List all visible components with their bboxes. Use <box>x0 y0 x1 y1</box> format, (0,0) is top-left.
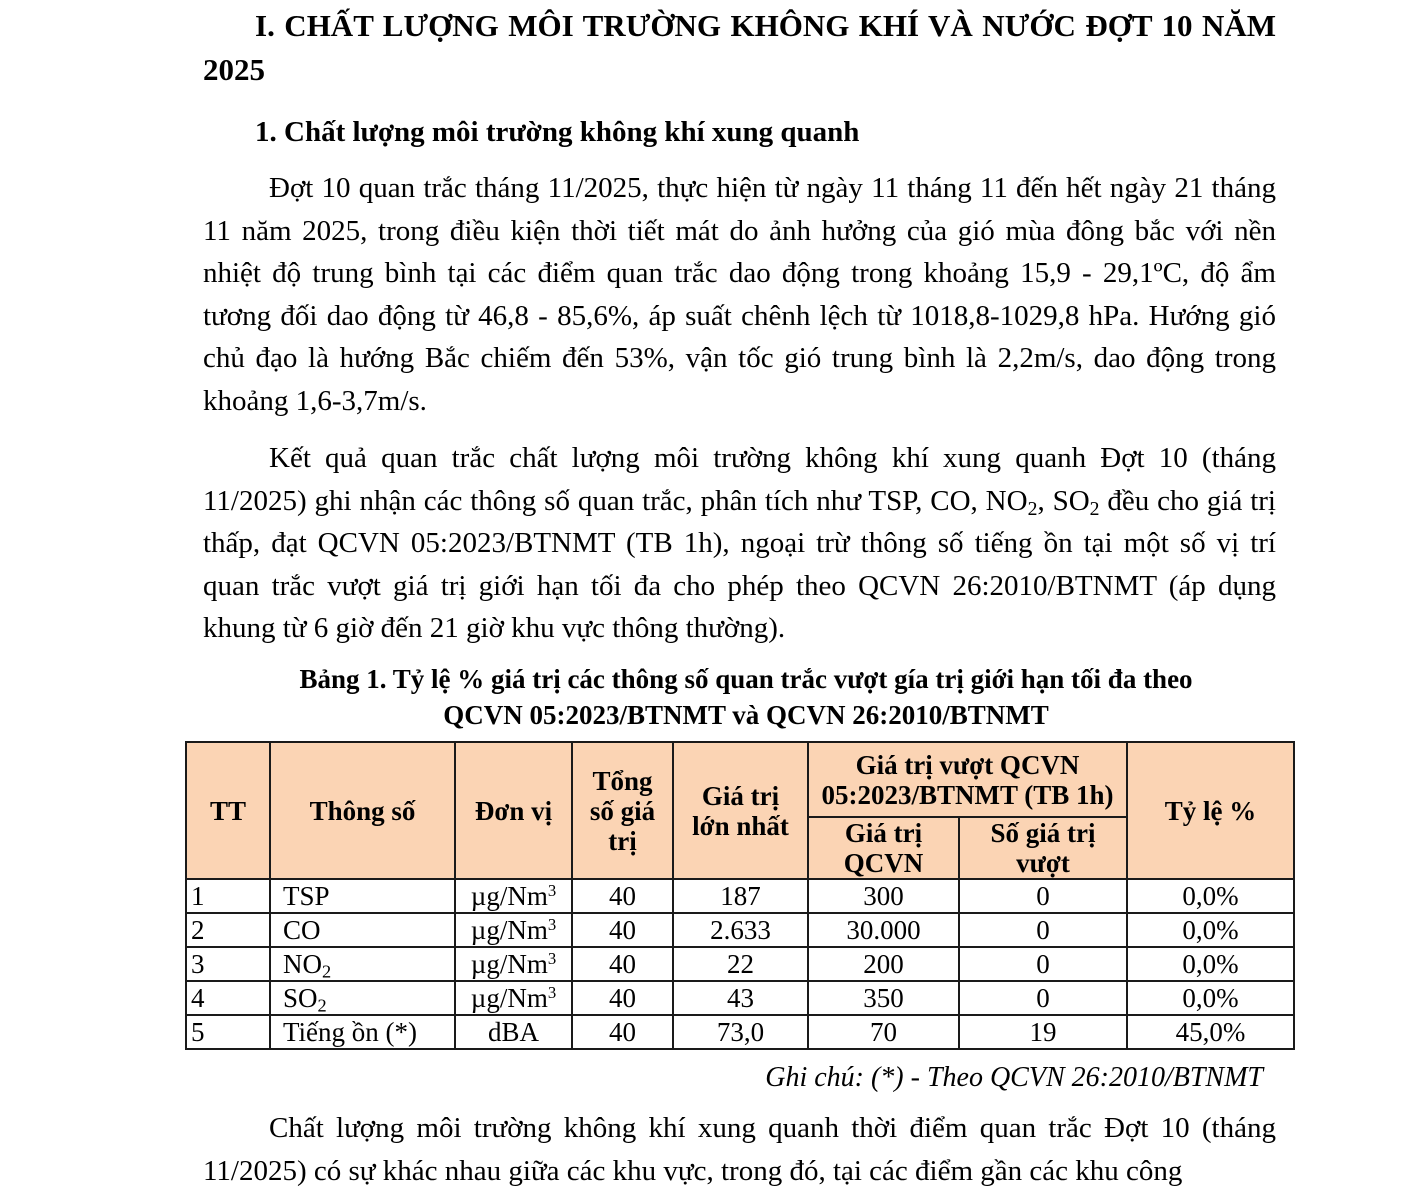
exceedance-table <box>185 741 1295 1050</box>
subscript: 2 <box>1089 497 1100 520</box>
cell-total: 40 <box>572 879 673 913</box>
cell-parameter <box>270 947 455 981</box>
cell-max: 187 <box>673 879 808 913</box>
header-max-line2: lớn nhất <box>692 810 789 841</box>
header-limit-line2: QCVN <box>843 848 924 878</box>
header-total <box>572 742 673 879</box>
cell-parameter <box>270 913 455 947</box>
cell-count: 0 <box>959 981 1127 1015</box>
header-total-line2: số giá <box>589 795 656 826</box>
cell-total: 40 <box>572 1015 673 1049</box>
cell-tt: 5 <box>186 1015 270 1049</box>
table-row <box>186 913 1294 947</box>
cell-unit <box>455 947 572 981</box>
cell-tt: 2 <box>186 913 270 947</box>
cell-limit: 30.000 <box>808 913 959 947</box>
header-count <box>959 817 1127 879</box>
table-row <box>186 879 1294 913</box>
cell-total: 40 <box>572 981 673 1015</box>
cell-tt: 3 <box>186 947 270 981</box>
table-caption-line1: Bảng 1. Tỷ lệ % giá trị các thông số quan trắc vượt gía trị giới hạn tối đa theo <box>299 664 1193 694</box>
unit-text: µg/Nm <box>470 915 548 945</box>
header-count-line2: vượt <box>1016 848 1070 878</box>
header-limit-line1: Giá trị <box>844 818 923 848</box>
superscript: 3 <box>547 982 557 1002</box>
section-heading: I. CHẤT LƯỢNG MÔI TRƯỜNG KHÔNG KHÍ VÀ NƯỚC ĐỢT 10 NĂM 2025 <box>203 8 1276 87</box>
header-exceed-group-line2: 05:2023/BTNMT (TB 1h) <box>821 779 1114 810</box>
header-unit: Đơn vị <box>455 742 572 879</box>
subscript: 2 <box>322 961 332 982</box>
unit-text: dBA <box>487 1017 539 1047</box>
header-max-line1: Giá trị <box>701 780 780 811</box>
cell-ratio: 0,0% <box>1127 947 1294 981</box>
header-tt: TT <box>186 742 270 879</box>
table-caption <box>203 661 1289 733</box>
table-row <box>186 1015 1294 1049</box>
paragraph-weather: Đợt 10 quan trắc tháng 11/2025, thực hiện từ ngày 11 tháng 11 đến hết ngày 21 tháng 11 năm 2025, trong điều kiện thời tiết mát do ảnh hưởng của gió mùa đông bắc với nền nhiệt độ trung bình tại các điểm quan trắc dao động trong khoảng 15,9 - 29,1ºC, độ ẩm tương đối dao động từ 46,8 - 85,6%, áp suất chênh lệch từ 1018,8-1029,8 hPa. Hướng gió chủ đạo là hướng Bắc chiếm đến 53%, vận tốc gió trung bình là 2,2m/s, dao động trong khoảng 1,6-3,7m/s. <box>203 172 1276 417</box>
superscript: 3 <box>547 880 557 900</box>
paragraph-results <box>203 437 1276 650</box>
table-row <box>186 981 1294 1015</box>
header-count-line1: Số giá trị <box>990 818 1096 848</box>
header-ratio: Tỷ lệ % <box>1127 742 1294 879</box>
header-exceed-group-line1: Giá trị vượt QCVN <box>855 749 1080 780</box>
cell-ratio: 0,0% <box>1127 913 1294 947</box>
unit-text: µg/Nm <box>470 983 548 1013</box>
subscript: 2 <box>317 995 327 1016</box>
parameter-name: SO <box>283 983 318 1013</box>
table-row <box>186 947 1294 981</box>
parameter-name: TSP <box>283 881 330 911</box>
header-total-line1: Tổng <box>592 765 653 796</box>
parameter-name: CO <box>283 915 321 945</box>
cell-ratio: 0,0% <box>1127 981 1294 1015</box>
unit-text: µg/Nm <box>470 949 548 979</box>
paragraph-results-part3: đều cho giá trị thấp, đạt QCVN 05:2023/BTNMT (TB 1h), ngoại trừ thông số tiếng ồn tại một số vị trí quan trắc vượt giá trị giới hạn tối đa cho phép theo QCVN 26:2010/BTNMT (áp dụng khung từ 6 giờ đến 21 giờ khu vực thông thường). <box>203 484 1276 645</box>
cell-max: 2.633 <box>673 913 808 947</box>
cell-count: 0 <box>959 879 1127 913</box>
header-limit <box>808 817 959 879</box>
header-max <box>673 742 808 879</box>
table-note: Ghi chú: (*) - Theo QCVN 26:2010/BTNMT <box>765 1062 1263 1093</box>
cell-parameter <box>270 1015 455 1049</box>
cell-tt: 1 <box>186 879 270 913</box>
cell-limit: 200 <box>808 947 959 981</box>
cell-ratio: 0,0% <box>1127 879 1294 913</box>
cell-max: 22 <box>673 947 808 981</box>
cell-unit <box>455 879 572 913</box>
parameter-name: NO <box>283 949 322 979</box>
header-exceed-group <box>808 742 1127 817</box>
table-caption-line2: QCVN 05:2023/BTNMT và QCVN 26:2010/BTNMT <box>443 700 1049 730</box>
cell-parameter <box>270 879 455 913</box>
cell-total: 40 <box>572 913 673 947</box>
paragraph-regional: Chất lượng môi trường không khí xung quanh thời điểm quan trắc Đợt 10 (tháng 11/2025) có sự khác nhau giữa các khu vực, trong đó, tại các điểm gần các khu công <box>203 1112 1276 1187</box>
cell-unit <box>455 1015 572 1049</box>
parameter-name: Tiếng ồn (*) <box>283 1017 418 1047</box>
cell-parameter <box>270 981 455 1015</box>
cell-max: 73,0 <box>673 1015 808 1049</box>
unit-text: µg/Nm <box>470 881 548 911</box>
paragraph-results-part1: Kết quả quan trắc chất lượng môi trường không khí xung quanh Đợt 10 (tháng 11/2025) ghi nhận các thông số quan trắc, phân tích như TSP, CO, NO <box>203 442 1276 517</box>
header-total-line3: trị <box>608 825 637 856</box>
cell-count: 0 <box>959 913 1127 947</box>
subscript: 2 <box>1027 497 1038 520</box>
superscript: 3 <box>547 948 557 968</box>
superscript: 3 <box>547 914 557 934</box>
paragraph-results-part2: , SO <box>1037 484 1090 517</box>
cell-max: 43 <box>673 981 808 1015</box>
cell-tt: 4 <box>186 981 270 1015</box>
cell-limit: 350 <box>808 981 959 1015</box>
cell-count: 19 <box>959 1015 1127 1049</box>
subsection-heading: 1. Chất lượng môi trường không khí xung quanh <box>255 116 860 148</box>
cell-count: 0 <box>959 947 1127 981</box>
cell-limit: 300 <box>808 879 959 913</box>
cell-unit <box>455 913 572 947</box>
header-parameter: Thông số <box>270 742 455 879</box>
cell-limit: 70 <box>808 1015 959 1049</box>
cell-unit <box>455 981 572 1015</box>
cell-total: 40 <box>572 947 673 981</box>
cell-ratio: 45,0% <box>1127 1015 1294 1049</box>
